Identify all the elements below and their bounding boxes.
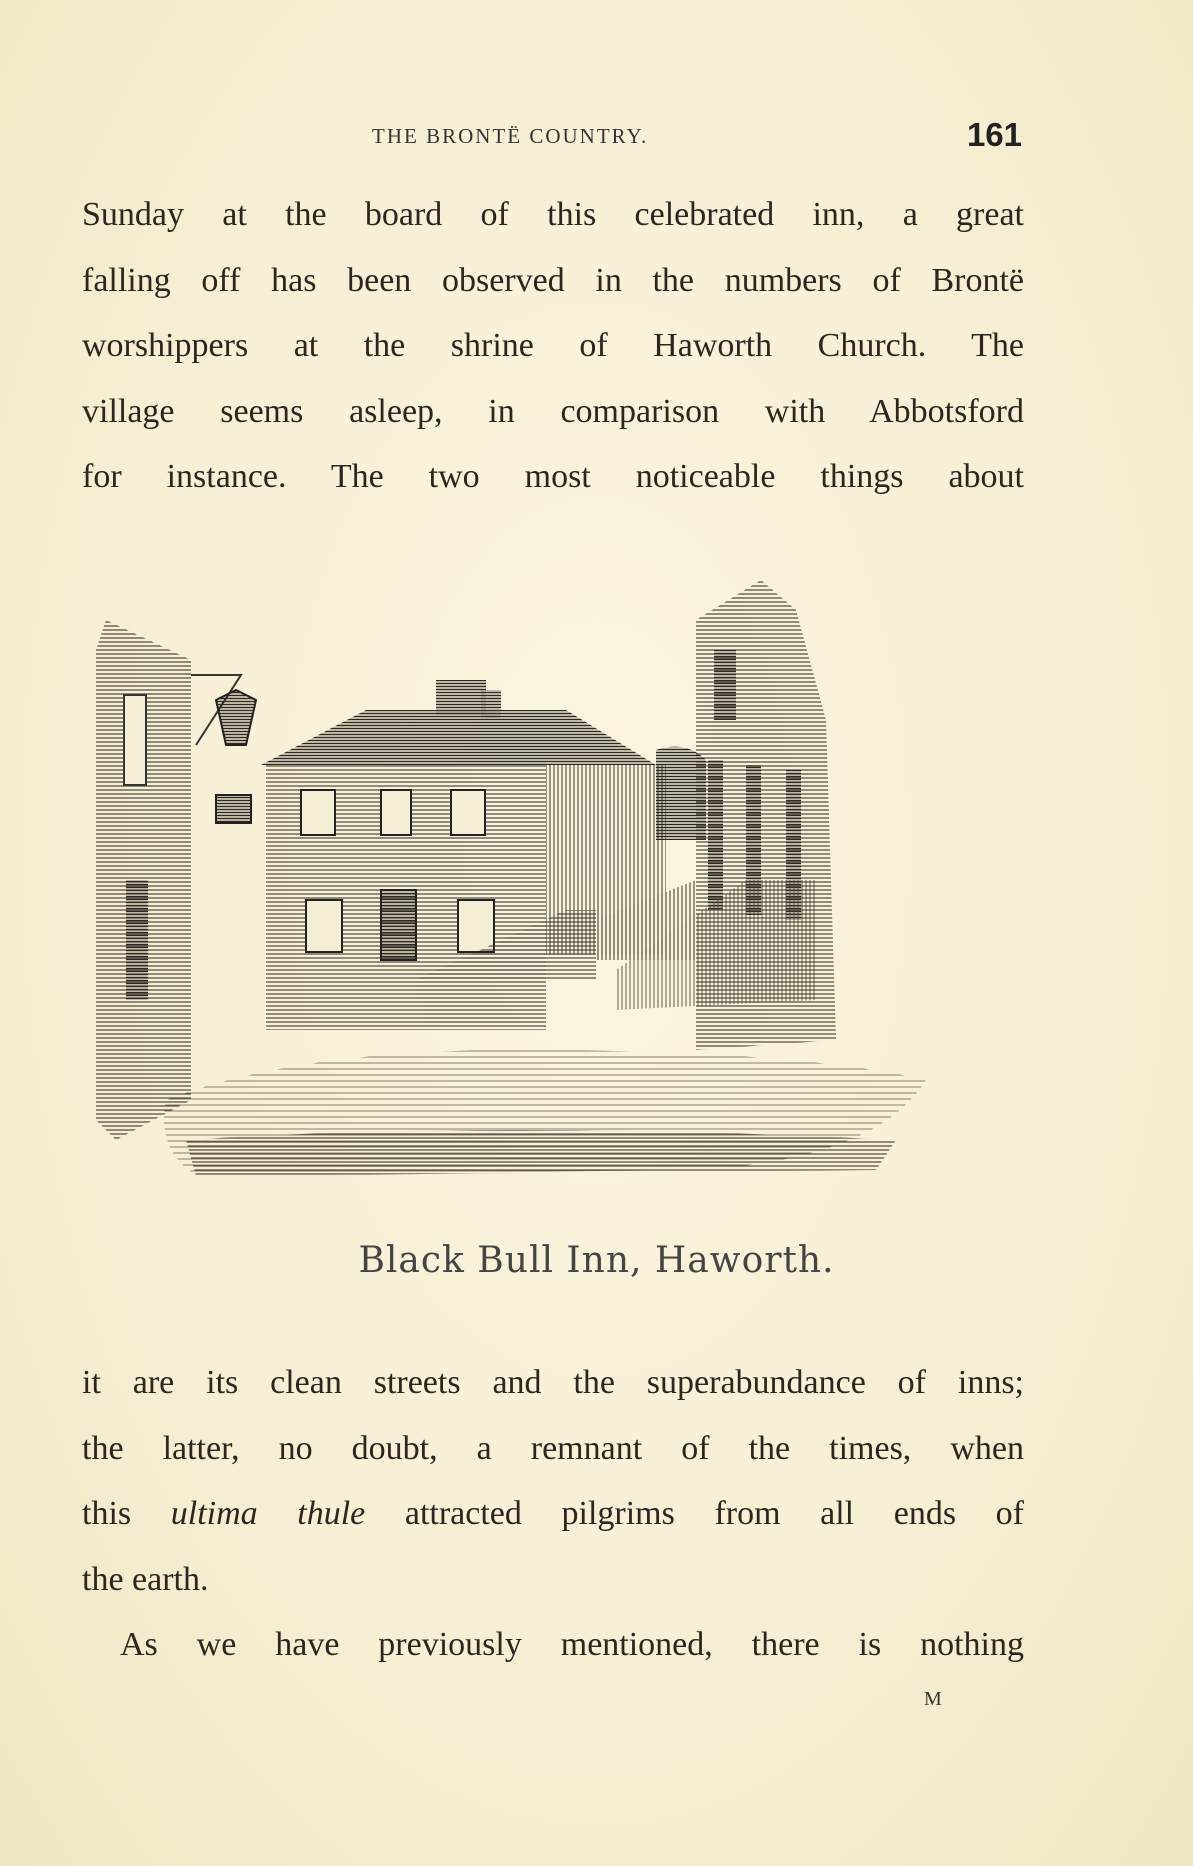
- text-segment: attracted pilgrims from all ends of: [365, 1495, 1024, 1532]
- inn-illustration: [96, 580, 996, 1180]
- figure-caption: Black Bull Inn, Haworth.: [358, 1240, 835, 1281]
- text-line: [82, 1481, 1024, 1547]
- text-line: village seems asleep, in comparison with Abbotsford: [82, 392, 1024, 430]
- page-number: 161: [966, 116, 1022, 153]
- text-line: it are its clean streets and the superabundance of inns;: [82, 1364, 1024, 1401]
- text-line: for instance. The two most noticeable things about: [82, 458, 1024, 495]
- page-header: [82, 116, 1022, 156]
- text-line: worshippers at the shrine of Haworth Church. The: [82, 327, 1024, 364]
- text-line: As we have previously mentioned, there is nothing: [120, 1626, 1024, 1663]
- text-line: the earth.: [82, 1560, 209, 1598]
- text-line: falling off has been observed in the numbers of Brontë: [82, 261, 1024, 299]
- text-segment: this: [82, 1495, 171, 1532]
- paragraph-3: [82, 1612, 1024, 1678]
- text-line: the latter, no doubt, a remnant of the times, when: [82, 1429, 1024, 1467]
- signature-mark: M: [924, 1688, 943, 1710]
- running-head: THE BRONTË COUNTRY.: [372, 124, 649, 148]
- paragraph-2: [82, 1350, 1024, 1612]
- text-line: Sunday at the board of this celebrated inn, a great: [82, 196, 1024, 233]
- italic-phrase: ultima thule: [170, 1495, 366, 1532]
- paragraph-1: [82, 182, 1024, 510]
- engraving-black-bull-inn: [96, 580, 996, 1180]
